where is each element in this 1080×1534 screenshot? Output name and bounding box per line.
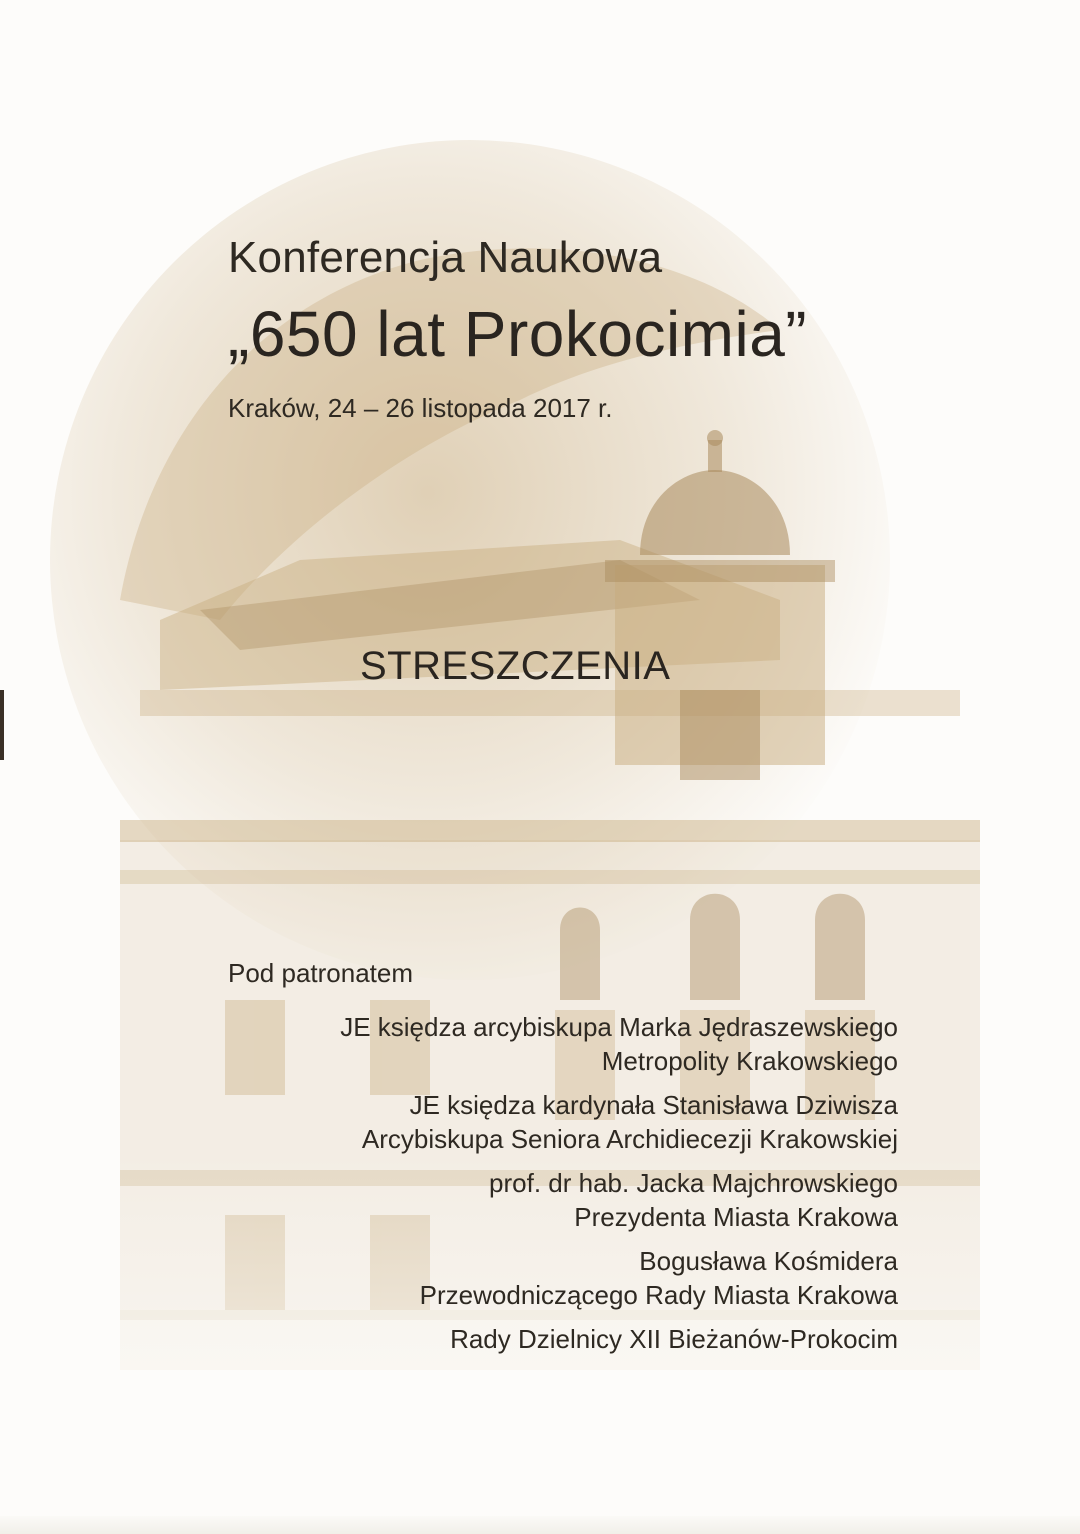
- patron-role: Prezydenta Miasta Krakowa: [574, 1202, 898, 1232]
- patron-entry: [198, 1166, 898, 1234]
- patron-entry: [198, 1322, 898, 1356]
- patron-entry: [198, 1088, 898, 1156]
- patron-entry: [198, 1010, 898, 1078]
- patron-name: JE księdza kardynała Stanisława Dziwisza: [409, 1090, 898, 1120]
- place-and-date: Kraków, 24 – 26 listopada 2017 r.: [228, 393, 613, 423]
- patron-name: Rady Dzielnicy XII Bieżanów-Prokocim: [450, 1324, 898, 1354]
- section-heading: STRESZCZENIA: [360, 644, 671, 688]
- patron-role: Arcybiskupa Seniora Archidiecezji Krakowskiej: [361, 1124, 898, 1154]
- patron-role: Metropolity Krakowskiego: [601, 1046, 898, 1076]
- patron-name: JE księdza arcybiskupa Marka Jędraszewskiego: [340, 1012, 898, 1042]
- patron-name: prof. dr hab. Jacka Majchrowskiego: [489, 1168, 898, 1198]
- conference-title: „650 lat Prokocimia”: [228, 298, 808, 370]
- patron-name: Bogusława Kośmidera: [639, 1246, 898, 1276]
- cover-header: [228, 232, 807, 424]
- patrons-list: [198, 1010, 898, 1366]
- page-bottom-edge: [0, 1516, 1080, 1534]
- scan-edge-mark: [0, 690, 4, 760]
- patron-entry: [198, 1244, 898, 1312]
- patronage-label: Pod patronatem: [228, 958, 414, 988]
- patron-role: Przewodniczącego Rady Miasta Krakowa: [419, 1280, 898, 1310]
- conference-name: Konferencja Naukowa: [228, 233, 663, 282]
